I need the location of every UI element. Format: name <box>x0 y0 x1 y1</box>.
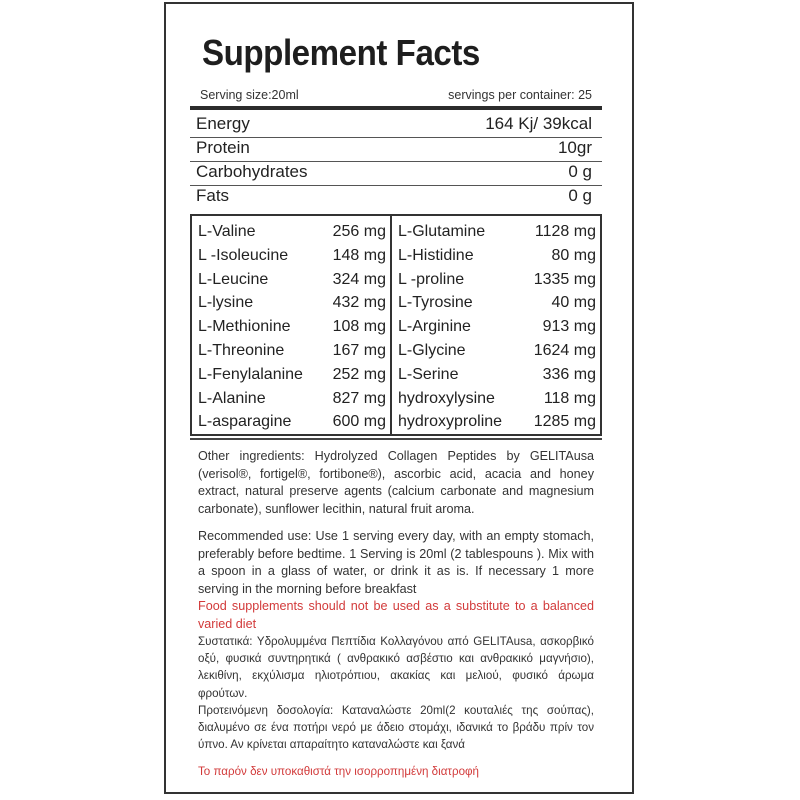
row-divider <box>190 185 602 186</box>
amino-value: 148 mg <box>332 246 386 264</box>
amino-name: L-lysine <box>198 294 254 312</box>
nutrient-row <box>196 112 592 136</box>
amino-row <box>198 291 386 315</box>
amino-value: 336 mg <box>542 365 596 383</box>
amino-value: 1335 mg <box>533 270 596 288</box>
nutrient-row <box>196 160 592 184</box>
amino-name: L-Serine <box>398 365 459 383</box>
amino-name: L-Glutamine <box>398 223 486 240</box>
greek-recommended-use: Προτεινόμενη δοσολογία: Καταναλώστε 20ml(2 κουταλιές της σούπας), διαλυμένο σε ένα ποτήρι νερό με άδειο στομάχι, ιδανικά το βράδυ πρίν τον ύπνο. Αν κρίνεται απαραίτητο καταναλώστε και ξανά <box>198 703 594 752</box>
amino-value: 1624 mg <box>533 341 596 359</box>
nutrient-value: 10gr <box>557 138 592 157</box>
amino-column-right <box>398 220 596 434</box>
amino-value: 167 mg <box>332 341 386 359</box>
amino-column-left <box>198 220 386 434</box>
amino-row <box>198 410 386 434</box>
amino-row <box>198 387 386 411</box>
amino-row <box>198 339 386 363</box>
row-divider <box>190 137 602 138</box>
nutrient-value: 164 Kj/ 39kcal <box>485 114 592 133</box>
label-notes <box>198 448 594 781</box>
amino-value: 827 mg <box>332 389 386 407</box>
nutrient-table <box>196 112 592 208</box>
nutrient-row <box>196 184 592 208</box>
amino-row <box>398 315 596 339</box>
greek-ingredients: Συστατικά: Υδρολυμμένα Πεπτίδια Κολλαγόνου από GELITAusa, ασκορβικό οξύ, φυσικά συντηρητικά ( ανθρακικό ασβέστιο και ανθρακικό μαγνήσιο), λεκιθίνη, εκχύλισμα ηλιοτρόπιου, ακακίας και μελιού, φυσικό άρωμα φρούτων. <box>198 635 594 700</box>
amino-row <box>198 268 386 292</box>
amino-name: L-Leucine <box>198 270 269 288</box>
amino-name: L-Alanine <box>198 389 266 407</box>
amino-row <box>198 315 386 339</box>
servings-per-container: servings per container: 25 <box>448 88 592 102</box>
recommended-use: Recommended use: Use 1 serving every day, with an empty stomach, preferably before bedtime. 1 Serving is 20ml (2 tablespouns ). Mix with a spoon in a glass of water, or drink it as is. If necessary 1 more serving in the morning before breakfast <box>198 529 594 596</box>
amino-row <box>198 220 386 244</box>
amino-row <box>398 363 596 387</box>
amino-name: L-asparagine <box>198 413 292 431</box>
amino-value: 80 mg <box>551 246 596 264</box>
warning-english: Food supplements should not be used as a substitute to a balanced varied diet <box>198 599 594 631</box>
nutrient-name: Protein <box>196 138 250 157</box>
amino-row <box>398 339 596 363</box>
amino-row <box>198 363 386 387</box>
serving-size: Serving size:20ml <box>200 88 299 102</box>
nutrient-name: Fats <box>196 186 230 205</box>
warning-greek: Το παρόν δεν υποκαθιστά την ισορροπημένη διατροφή <box>198 765 479 779</box>
amino-value: 252 mg <box>332 365 386 383</box>
amino-value: 913 mg <box>542 318 596 336</box>
amino-value: 1285 mg <box>533 413 596 431</box>
section-rule <box>190 438 602 440</box>
thick-rule <box>190 106 602 110</box>
amino-name: L-Arginine <box>398 318 471 336</box>
amino-name: L-Fenylalanine <box>198 365 303 383</box>
amino-value: 600 mg <box>332 413 386 431</box>
amino-value: 324 mg <box>332 270 386 288</box>
nutrient-value: 0 g <box>568 186 592 205</box>
amino-name: hydroxyproline <box>398 413 503 431</box>
amino-row <box>398 291 596 315</box>
amino-value: 118 mg <box>543 389 596 407</box>
amino-row <box>398 244 596 268</box>
amino-name: L-Valine <box>198 223 256 240</box>
amino-name: L-Threonine <box>198 341 285 359</box>
amino-row <box>398 387 596 411</box>
amino-row <box>398 220 596 244</box>
amino-acid-table <box>190 214 602 436</box>
amino-name: L-Methionine <box>198 318 291 336</box>
amino-value: 108 mg <box>332 318 386 336</box>
amino-row <box>398 410 596 434</box>
row-divider <box>190 161 602 162</box>
nutrient-name: Energy <box>196 114 250 133</box>
amino-row <box>198 244 386 268</box>
amino-name: L -Isoleucine <box>198 246 289 264</box>
amino-value: 1128 mg <box>534 223 596 240</box>
amino-value: 256 mg <box>332 223 386 240</box>
column-divider <box>390 216 392 434</box>
nutrient-row <box>196 136 592 160</box>
label-title: Supplement Facts <box>202 32 480 73</box>
amino-name: L-Histidine <box>398 246 474 264</box>
amino-name: hydroxylysine <box>398 389 495 407</box>
amino-value: 40 mg <box>551 294 596 312</box>
amino-name: L -proline <box>398 270 465 288</box>
nutrient-value: 0 g <box>568 162 592 181</box>
amino-name: L-Tyrosine <box>398 294 473 312</box>
other-ingredients: Other ingredients: Hydrolyzed Collagen Peptides by GELITAusa (verisol®, fortigel®, fortibone®), ascorbic acid, acacia and honey extract, natural preserve agents (calcium carbonate and magnesium carbonate), sunflower lecithin, natural fruit aroma. <box>198 449 594 516</box>
nutrient-name: Carbohydrates <box>196 162 308 181</box>
amino-row <box>398 268 596 292</box>
amino-value: 432 mg <box>332 294 386 312</box>
amino-name: L-Glycine <box>398 341 466 359</box>
